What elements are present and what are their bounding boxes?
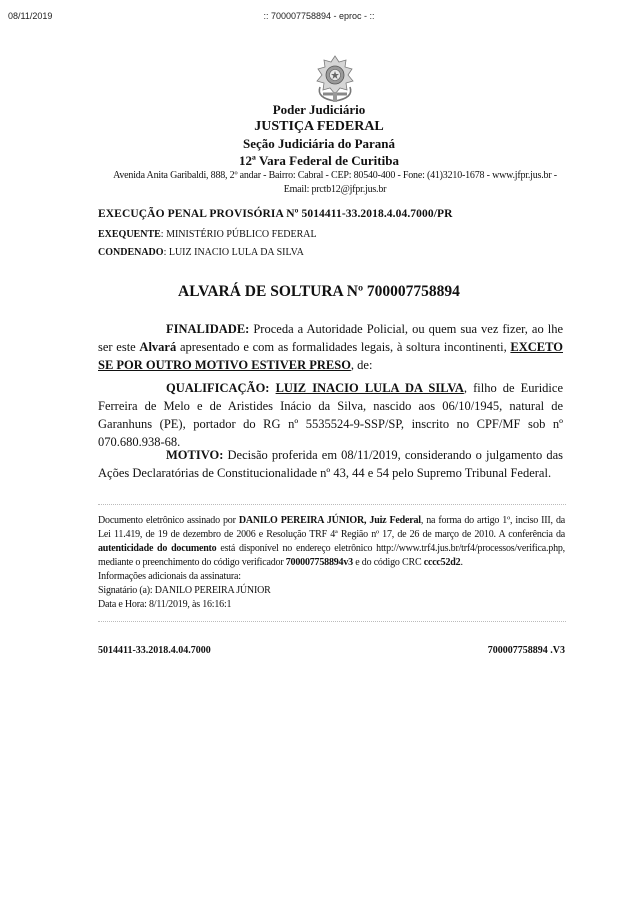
exequente-line: [98, 229, 317, 240]
exequente-value: : MINISTÉRIO PÚBLICO FEDERAL: [160, 229, 317, 240]
finalidade-text2: apresentado e com as formalidades legais, à soltura incontinenti,: [176, 340, 511, 354]
header-line2: JUSTIÇA FEDERAL: [254, 119, 384, 134]
sig-text4: e do código CRC: [352, 557, 424, 568]
qualificacao-paragraph: [98, 379, 563, 451]
court-address: [100, 169, 570, 197]
divider-bottom: [98, 621, 566, 622]
court-header: [0, 101, 638, 169]
qualificacao-name: LUIZ INACIO LULA DA SILVA: [275, 381, 464, 395]
motivo-text: Decisão proferida em 08/11/2019, considerando o julgamento das Ações Declaratórias de Constitucionalidade nº 43, 44 e 54 pelo Supremo Tribunal Federal.: [98, 448, 563, 480]
qualificacao-label: QUALIFICAÇÃO:: [166, 381, 270, 395]
divider-top: [98, 504, 566, 505]
alvara-word: Alvará: [139, 340, 177, 354]
sig-text5: .: [460, 557, 463, 568]
alvara-title: ALVARÁ DE SOLTURA Nº 700007758894: [178, 283, 460, 300]
coat-of-arms-icon: [312, 54, 358, 104]
info-line2: Signatário (a): DANILO PEREIRA JÚNIOR: [98, 585, 271, 596]
motivo-label: MOTIVO:: [166, 448, 224, 462]
header-line3: Seção Judiciária do Paraná: [242, 136, 396, 151]
info-line3: Data e Hora: 8/11/2019, às 16:16:1: [98, 599, 232, 610]
signature-info: [98, 570, 271, 612]
header-line4: 12ª Vara Federal de Curitiba: [239, 153, 399, 168]
finalidade-text3: , de:: [350, 358, 373, 372]
document-version: 700007758894 .V3: [487, 645, 565, 656]
finalidade-paragraph: [98, 320, 563, 374]
signer-name: DANILO PEREIRA JÚNIOR, Juiz Federal: [238, 515, 421, 526]
exceto-clause: EXCETO SE POR OUTRO MOTIVO ESTIVER PRESO: [98, 340, 563, 372]
process-number: 5014411-33.2018.4.04.7000: [98, 645, 211, 656]
qualificacao-text: , filho de Euridice Ferreira de Melo e de Aristides Inácio da Silva, nascido aos 06/10/1945, natural de Garanhuns (PE), portador do RG nº 5535524-9-SSP/SP, inscrito no CPF/MF sob nº 070.680.938-68.: [98, 381, 564, 449]
info-line1: Informações adicionais da assinatura:: [98, 571, 241, 582]
sig-auth: autenticidade do documento: [98, 543, 217, 554]
condenado-label: CONDENADO: [98, 247, 164, 258]
process-title: EXECUÇÃO PENAL PROVISÓRIA Nº 5014411-33.2018.4.04.7000/PR: [98, 208, 453, 220]
print-date: 08/11/2019: [8, 11, 53, 21]
exequente-label: EXEQUENTE: [98, 229, 161, 240]
condenado-line: [98, 247, 304, 258]
crc-code: cccc52d2: [423, 557, 461, 568]
sig-text1: Documento eletrônico assinado por: [98, 515, 239, 526]
address-line2: Email: prctb12@jfpr.jus.br: [283, 184, 387, 195]
verification-code: 700007758894v3: [285, 557, 353, 568]
print-title: :: 700007758894 - eproc - ::: [263, 11, 375, 21]
header-line1: Poder Judiciário: [272, 102, 366, 117]
sig-text2: , na forma do artigo 1º, inciso III, da Lei 11.419, de 19 de dezembro de 2006 e Resolução TRF 4ª Região nº 17, de 26 de março de 2010. A conferência da: [98, 515, 565, 540]
finalidade-text1: Proceda a Autoridade Policial, ou quem sua vez fizer, ao lhe ser este: [98, 322, 563, 354]
motivo-paragraph: [98, 446, 563, 482]
condenado-value: : LUIZ INACIO LULA DA SILVA: [163, 247, 304, 258]
finalidade-label: FINALIDADE:: [166, 322, 250, 336]
address-line1: Avenida Anita Garibaldi, 888, 2º andar - Bairro: Cabral - CEP: 80540-400 - Fone: (41)3210-1678 - www.jfpr.jus.br -: [113, 170, 557, 181]
signature-block: [98, 514, 565, 570]
sig-text3: está disponível no endereço eletrônico http://www.trf4.jus.br/trf4/processos/verifica.php, mediante o preenchimento do código verificador: [98, 543, 565, 568]
